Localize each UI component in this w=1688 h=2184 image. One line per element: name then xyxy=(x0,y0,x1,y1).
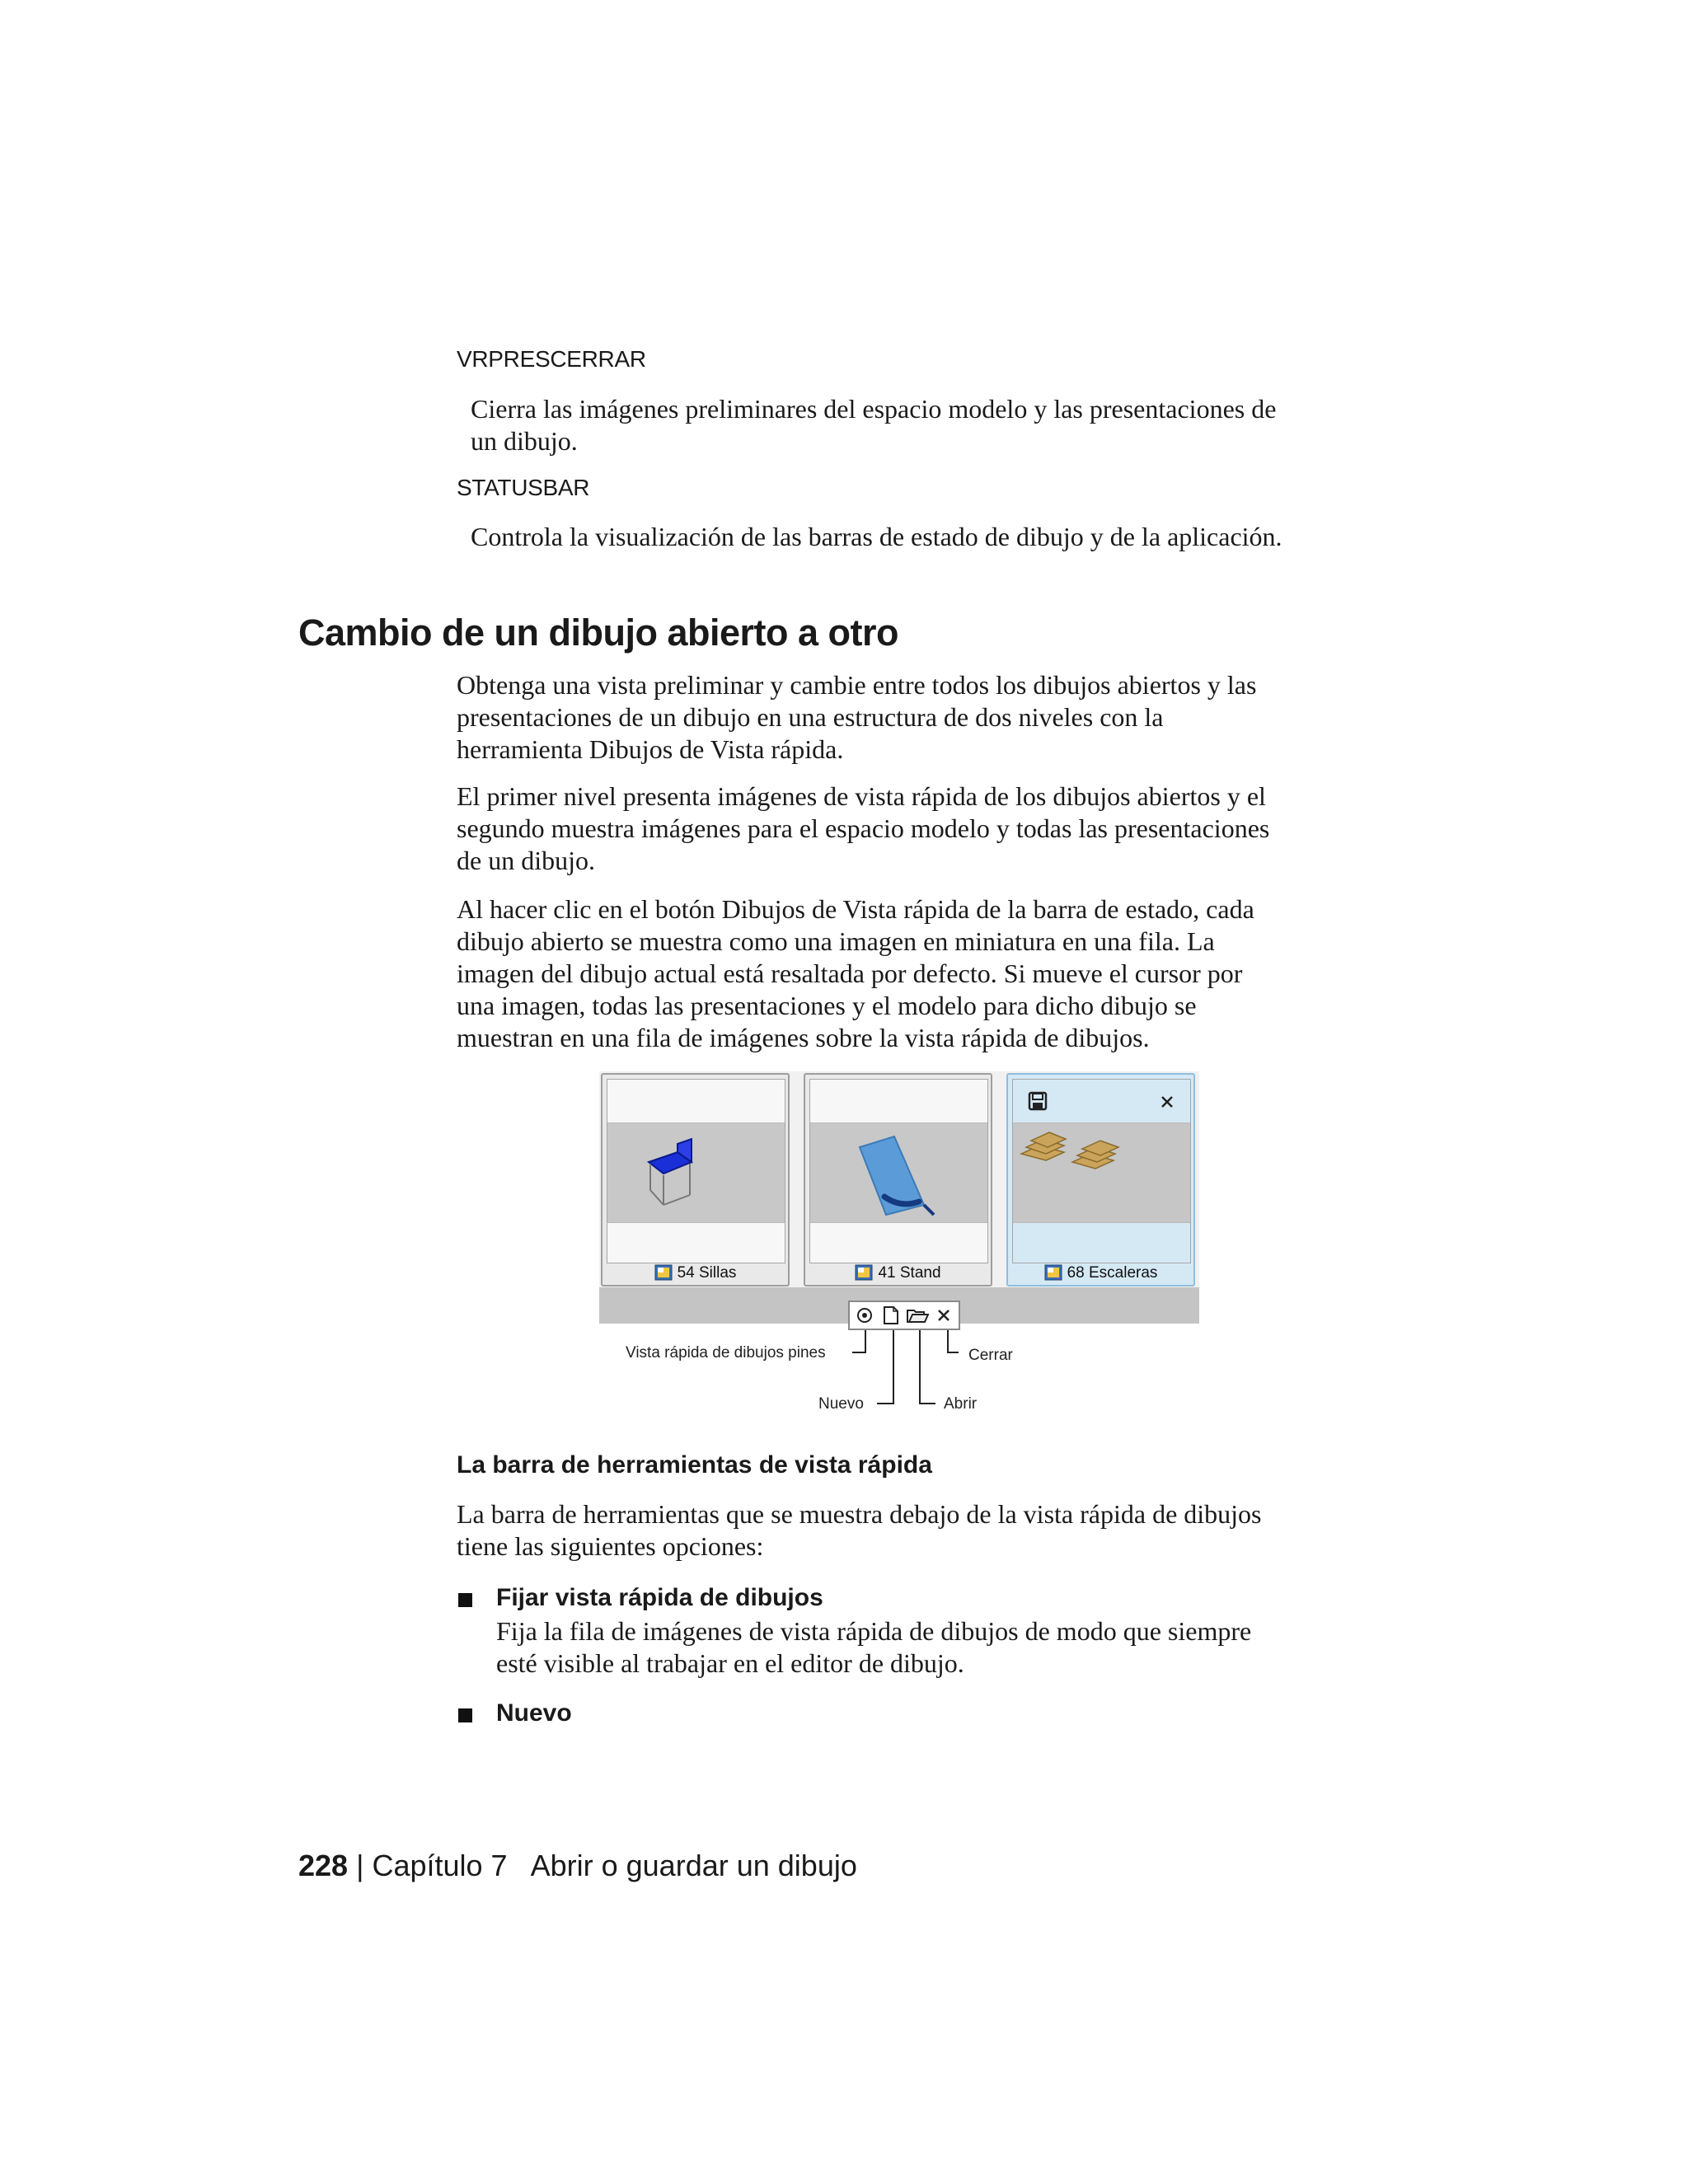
paragraph-1 xyxy=(457,669,1363,766)
stairs-drawing-icon xyxy=(1015,1126,1138,1183)
callout-line xyxy=(919,1330,921,1404)
text-line: Cierra las imágenes preliminares del espacio modelo y las presentaciones de xyxy=(471,394,1277,424)
text-line: tiene las siguientes opciones: xyxy=(457,1531,764,1561)
callout-new: Nuevo xyxy=(818,1395,864,1413)
thumbnail-preview xyxy=(809,1079,988,1263)
drawing-thumbnail-sillas[interactable] xyxy=(601,1073,790,1286)
text-line: Controla la visualización de las barras de estado de dibujo y de la aplicación. xyxy=(471,522,1282,551)
callout-open: Abrir xyxy=(944,1395,978,1413)
text-line: dibujo abierto se muestra como una imagen en miniatura en una fila. La xyxy=(457,926,1215,956)
bullet-body-fijar xyxy=(496,1615,1370,1680)
save-icon[interactable] xyxy=(1028,1091,1048,1111)
callout-line xyxy=(865,1330,866,1353)
thumbnail-label xyxy=(1008,1264,1193,1282)
callout-line xyxy=(877,1403,894,1404)
callout-line xyxy=(852,1352,866,1353)
thumbnail-label xyxy=(805,1264,991,1282)
thumbnail-footer xyxy=(1013,1222,1190,1263)
thumbnail-header xyxy=(607,1080,785,1123)
thumbnail-preview xyxy=(607,1079,785,1263)
bullet-square-icon xyxy=(458,1708,472,1722)
subsection-paragraph xyxy=(457,1498,1363,1563)
page-footer xyxy=(298,1849,857,1883)
text-line: muestran en una fila de imágenes sobre la vista rápida de dibujos. xyxy=(457,1023,1150,1052)
text-line: Fija la fila de imágenes de vista rápida de dibujos de modo que siempre xyxy=(496,1616,1252,1646)
section-title: Cambio de un dibujo abierto a otro xyxy=(298,612,899,654)
quick-view-figure xyxy=(599,1071,1199,1426)
thumbnail-name: 41 Stand xyxy=(878,1264,941,1282)
drawing-file-icon xyxy=(1044,1264,1062,1281)
callout-pin: Vista rápida de dibujos pines xyxy=(626,1344,826,1361)
close-icon[interactable] xyxy=(1160,1094,1175,1109)
text-line: El primer nivel presenta imágenes de vista rápida de los dibujos abiertos y el xyxy=(457,781,1266,811)
text-line: una imagen, todas las presentaciones y el modelo para dicho dibujo se xyxy=(457,991,1197,1020)
bullet-square-icon xyxy=(458,1593,472,1607)
footer-chapter-title: Abrir o guardar un dibujo xyxy=(530,1849,857,1882)
text-line: presentaciones de un dibujo en una estructura de dos niveles con la xyxy=(457,702,1164,732)
thumbnail-name: 68 Escaleras xyxy=(1067,1264,1158,1282)
text-line: esté visible al trabajar en el editor de dibujo. xyxy=(496,1648,964,1678)
footer-separator: | xyxy=(356,1849,364,1882)
text-line: Obtenga una vista preliminar y cambie entre todos los dibujos abiertos y las xyxy=(457,670,1257,700)
text-line: segundo muestra imágenes para el espacio modelo y todas las presentaciones xyxy=(457,813,1270,843)
text-line: imagen del dibujo actual está resaltada por defecto. Si mueve el cursor por xyxy=(457,958,1243,988)
footer-chapter: Capítulo 7 xyxy=(372,1849,508,1882)
text-line: herramienta Dibujos de Vista rápida. xyxy=(457,734,844,764)
command-description-statusbar xyxy=(471,521,1361,553)
callout-line xyxy=(947,1330,949,1353)
quick-view-toolbar xyxy=(848,1301,960,1330)
callout-close: Cerrar xyxy=(968,1347,1013,1364)
text-line: de un dibujo. xyxy=(457,846,595,875)
paragraph-3 xyxy=(457,893,1363,1054)
text-line: Al hacer clic en el botón Dibujos de Vista rápida de la barra de estado, cada xyxy=(457,894,1254,924)
thumbnail-footer xyxy=(607,1222,785,1263)
drawing-file-icon xyxy=(855,1264,873,1281)
command-name-statusbar: STATUSBAR xyxy=(457,475,590,500)
new-drawing-icon[interactable] xyxy=(879,1305,903,1326)
stand-drawing-icon xyxy=(851,1132,942,1223)
command-name-vrprescerrar: VRPRESCERRAR xyxy=(457,346,646,372)
bullet-title-nuevo: Nuevo xyxy=(496,1699,572,1727)
subsection-title: La barra de herramientas de vista rápida xyxy=(457,1451,932,1479)
drawing-thumbnail-stand[interactable] xyxy=(804,1073,992,1286)
callout-line xyxy=(893,1330,894,1404)
drawing-thumbnail-escaleras[interactable] xyxy=(1006,1073,1195,1286)
open-folder-icon[interactable] xyxy=(906,1305,929,1326)
thumbnail-footer xyxy=(810,1222,987,1263)
pin-icon[interactable] xyxy=(853,1305,876,1326)
chair-drawing-icon xyxy=(640,1129,706,1212)
drawing-file-icon xyxy=(654,1264,673,1281)
paragraph-2 xyxy=(457,780,1363,877)
close-icon[interactable] xyxy=(932,1305,955,1326)
callout-line xyxy=(919,1403,935,1404)
thumbnail-header xyxy=(810,1080,987,1123)
thumbnail-name: 54 Sillas xyxy=(677,1264,737,1282)
bullet-title-fijar: Fijar vista rápida de dibujos xyxy=(496,1584,823,1611)
thumbnail-header xyxy=(1013,1080,1190,1123)
text-line: La barra de herramientas que se muestra debajo de la vista rápida de dibujos xyxy=(457,1499,1262,1529)
page-number: 228 xyxy=(298,1849,349,1882)
thumbnail-label xyxy=(603,1264,788,1282)
callout-line xyxy=(947,1352,959,1353)
command-description-vrprescerrar xyxy=(471,393,1361,457)
thumbnail-preview xyxy=(1012,1079,1191,1263)
text-line: un dibujo. xyxy=(471,426,578,456)
